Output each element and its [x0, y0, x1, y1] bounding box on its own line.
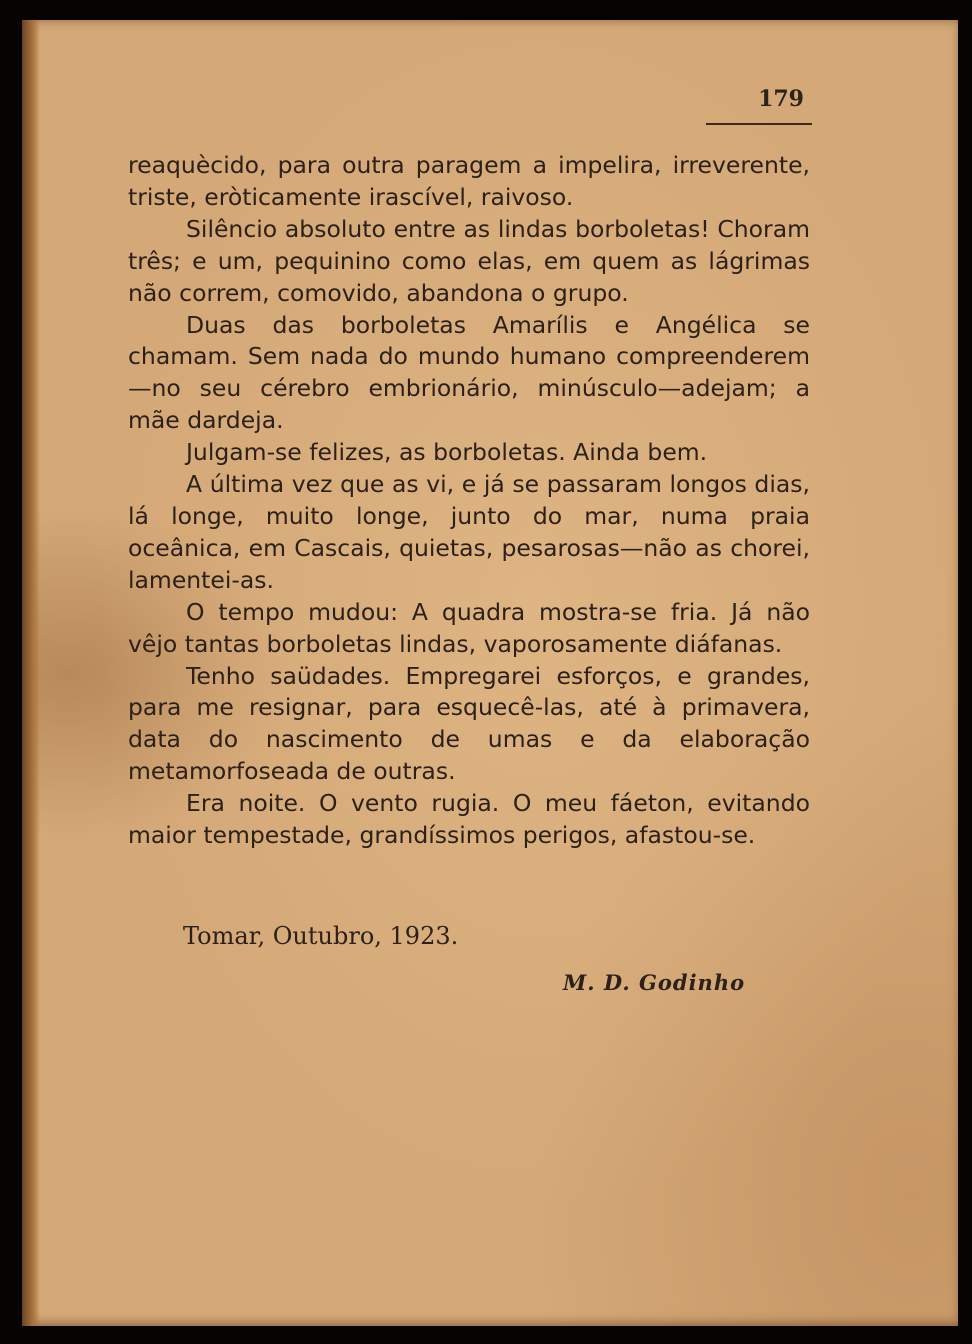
paragraph: Era noite. O vento rugia. O meu fáeton, evitando maior tempestade, grandíssimos perigos, afastou-se. [128, 789, 810, 850]
paragraph: Tenho saüdades. Empregarei esforços, e grandes, para me resignar, para esquecê-las, até à primavera, data do nascimento de umas e da elaboração metamorfoseada de outras. [128, 661, 810, 786]
paragraph: A última vez que as vi, e já se passaram longos dias, lá longe, muito longe, junto do mar, numa praia oceânica, em Cascais, quietas, pesarosas—não as chorei, lamentei-as. [128, 470, 810, 594]
paragraph: Julgam-se felizes, as borboletas. Ainda bem. [186, 438, 708, 467]
place-and-date: Tomar, Outubro, 1923. [183, 922, 459, 950]
page-number: 179 [758, 86, 804, 112]
page-gutter-shadow [22, 20, 40, 1326]
body-text [128, 150, 810, 852]
paragraph: O tempo mudou: A quadra mostra-se fria. Já não vêjo tantas borboletas lindas, vaporosamente diáfanas. [128, 597, 810, 658]
author-signature: M. D. Godinho [563, 970, 746, 995]
paragraph: Silêncio absoluto entre as lindas borboletas! Choram três; e um, pequinino como elas, em quem as lágrimas não correm, comovido, abandona o grupo. [128, 214, 810, 307]
paragraph: reaquècido, para outra paragem a impelira, irreverente, triste, eròticamente irascível, raivoso. [128, 151, 810, 211]
header-rule [706, 123, 812, 125]
paragraph: Duas das borboletas Amarílis e Angélica se chamam. Sem nada do mundo humano compreenderem—no seu cérebro embrionário, minúsculo—adejam; a mãe dardeja. [128, 310, 810, 435]
